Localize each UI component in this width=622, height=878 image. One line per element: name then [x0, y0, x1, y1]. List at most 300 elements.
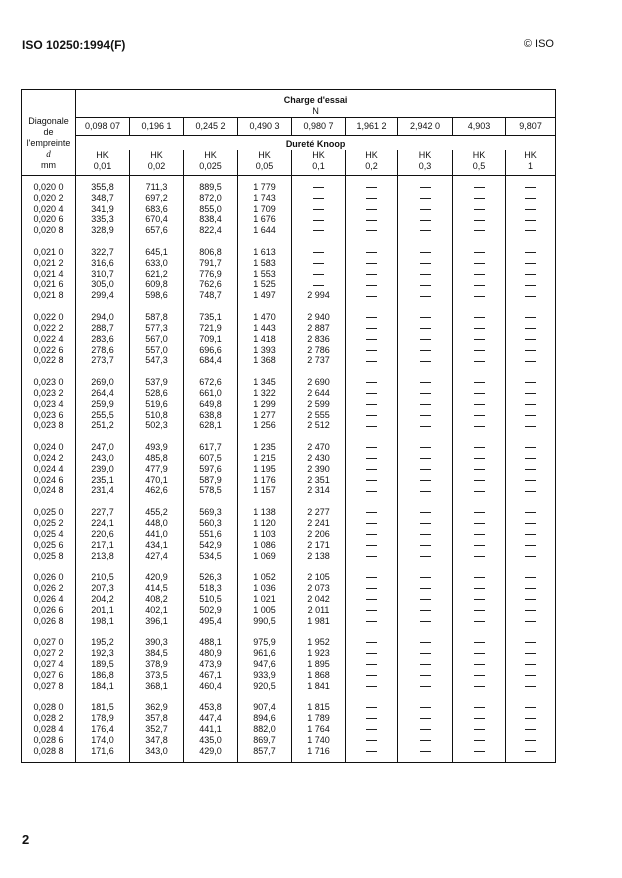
- dash-mark: [525, 187, 536, 188]
- dash-mark: [366, 361, 377, 362]
- hk-grade-value: 0,02: [147, 160, 166, 171]
- dash-mark: [366, 404, 377, 405]
- hardness-value: 1 443: [238, 323, 292, 334]
- no-value-cell: [506, 334, 556, 345]
- dash-mark: [420, 610, 431, 611]
- no-value-cell: [453, 279, 506, 290]
- hardness-value: 1 952: [292, 637, 346, 648]
- dash-mark: [525, 621, 536, 622]
- hardness-value: 447,4: [184, 713, 238, 724]
- dash-mark: [420, 198, 431, 199]
- load-value-cell: 0,098 07: [76, 117, 130, 135]
- diagonal-value: 0,027 6: [22, 670, 76, 681]
- dash-mark: [420, 382, 431, 383]
- spacer-cell: [453, 301, 506, 312]
- dash-mark: [525, 458, 536, 459]
- hardness-value: 2 105: [292, 572, 346, 583]
- spacer-cell: [76, 691, 130, 702]
- no-value-cell: [346, 334, 398, 345]
- diagonal-value: 0,023 2: [22, 388, 76, 399]
- no-value-cell: [453, 399, 506, 410]
- no-value-cell: [506, 551, 556, 562]
- document-code: ISO 10250:1994(F): [22, 38, 126, 52]
- hardness-title: Dureté Knoop: [285, 138, 346, 149]
- no-value-cell: [346, 345, 398, 356]
- load-unit: N: [312, 105, 319, 116]
- spacer-cell: [22, 366, 76, 377]
- spacer-cell: [506, 496, 556, 507]
- dash-mark: [366, 209, 377, 210]
- hardness-value: 390,3: [130, 637, 184, 648]
- no-value-cell: [398, 399, 453, 410]
- dash-mark: [525, 599, 536, 600]
- dash-mark: [366, 415, 377, 416]
- hardness-value: 1 299: [238, 399, 292, 410]
- no-value-cell: [506, 572, 556, 583]
- load-value-cell: 4,903: [453, 117, 506, 135]
- hardness-value: 207,3: [76, 583, 130, 594]
- spacer-cell: [76, 431, 130, 442]
- spacer-cell: [506, 561, 556, 572]
- dash-mark: [420, 523, 431, 524]
- spacer-cell: [453, 236, 506, 247]
- hardness-value: 435,0: [184, 735, 238, 746]
- hardness-value: 672,6: [184, 377, 238, 388]
- hardness-value: 1 176: [238, 475, 292, 486]
- table-row: [22, 269, 556, 280]
- hardness-value: 1 120: [238, 518, 292, 529]
- hardness-value: 1 497: [238, 290, 292, 301]
- spacer-cell: [292, 496, 346, 507]
- hardness-value: 1 157: [238, 485, 292, 496]
- spacer-cell: [130, 236, 184, 247]
- no-value-cell: [453, 193, 506, 204]
- hardness-value: 347,8: [130, 735, 184, 746]
- dash-mark: [366, 252, 377, 253]
- spacer-cell: [22, 431, 76, 442]
- no-value-cell: [398, 583, 453, 594]
- spacer-cell: [346, 236, 398, 247]
- hardness-value: 502,9: [184, 605, 238, 616]
- no-value-cell: [346, 702, 398, 713]
- dash-mark: [525, 512, 536, 513]
- no-value-cell: [453, 388, 506, 399]
- hk-label: HK: [524, 149, 537, 160]
- dash-mark: [474, 686, 485, 687]
- no-value-cell: [453, 485, 506, 496]
- hardness-value: 227,7: [76, 507, 130, 518]
- dash-mark: [313, 209, 324, 210]
- hardness-value: 2 555: [292, 410, 346, 421]
- dash-mark: [366, 220, 377, 221]
- table-row: [22, 464, 556, 475]
- diagonal-value: 0,024 0: [22, 442, 76, 453]
- spacer-cell: [398, 236, 453, 247]
- dash-mark: [525, 415, 536, 416]
- load-value-cell: 9,807: [506, 117, 556, 135]
- dash-mark: [474, 361, 485, 362]
- dash-mark: [525, 480, 536, 481]
- no-value-cell: [398, 442, 453, 453]
- no-value-cell: [398, 681, 453, 692]
- hardness-value: 696,6: [184, 345, 238, 356]
- hardness-value: 470,1: [130, 475, 184, 486]
- dash-mark: [525, 642, 536, 643]
- hardness-value: 2 171: [292, 540, 346, 551]
- diagonal-value: 0,026 6: [22, 605, 76, 616]
- spacer-cell: [292, 431, 346, 442]
- diagonal-value: 0,025 8: [22, 551, 76, 562]
- no-value-cell: [398, 214, 453, 225]
- dash-mark: [366, 577, 377, 578]
- no-value-cell: [506, 681, 556, 692]
- hardness-value: 1 470: [238, 312, 292, 323]
- no-value-cell: [346, 453, 398, 464]
- no-value-cell: [292, 269, 346, 280]
- dash-mark: [420, 285, 431, 286]
- no-value-cell: [506, 355, 556, 366]
- spacer-cell: [292, 691, 346, 702]
- hardness-value: 1 036: [238, 583, 292, 594]
- dash-mark: [313, 274, 324, 275]
- no-value-cell: [292, 214, 346, 225]
- no-value-cell: [292, 193, 346, 204]
- no-value-cell: [346, 746, 398, 757]
- no-value-cell: [398, 507, 453, 518]
- dash-mark: [366, 675, 377, 676]
- diagonal-symbol: d: [46, 148, 51, 159]
- hk-grade-value: 0,3: [418, 160, 432, 171]
- hardness-value: 441,0: [130, 529, 184, 540]
- dash-mark: [474, 491, 485, 492]
- spacer-cell: [506, 626, 556, 637]
- dash-mark: [420, 588, 431, 589]
- hardness-value: 2 737: [292, 355, 346, 366]
- hardness-value: 661,0: [184, 388, 238, 399]
- no-value-cell: [398, 518, 453, 529]
- hardness-value: 670,4: [130, 214, 184, 225]
- hardness-value: 1 841: [292, 681, 346, 692]
- dash-mark: [525, 198, 536, 199]
- table-row: [22, 399, 556, 410]
- diagonal-value: 0,024 4: [22, 464, 76, 475]
- hardness-value: 855,0: [184, 204, 238, 215]
- no-value-cell: [453, 551, 506, 562]
- dash-mark: [474, 664, 485, 665]
- dash-mark: [474, 729, 485, 730]
- no-value-cell: [453, 616, 506, 627]
- hardness-value: 355,8: [76, 182, 130, 193]
- dash-mark: [525, 252, 536, 253]
- no-value-cell: [346, 670, 398, 681]
- dash-mark: [313, 230, 324, 231]
- hardness-value: 192,3: [76, 648, 130, 659]
- no-value-cell: [398, 345, 453, 356]
- hardness-value: 239,0: [76, 464, 130, 475]
- no-value-cell: [453, 355, 506, 366]
- dash-mark: [474, 415, 485, 416]
- table-row: [22, 388, 556, 399]
- dash-mark: [420, 458, 431, 459]
- hardness-value: 2 011: [292, 605, 346, 616]
- diagonal-value: 0,025 4: [22, 529, 76, 540]
- dash-mark: [366, 664, 377, 665]
- no-value-cell: [398, 258, 453, 269]
- spacer-cell: [238, 691, 292, 702]
- spacer-cell: [346, 561, 398, 572]
- no-value-cell: [346, 193, 398, 204]
- hardness-value: 493,9: [130, 442, 184, 453]
- spacer-cell: [238, 366, 292, 377]
- hardness-value: 420,9: [130, 572, 184, 583]
- no-value-cell: [398, 648, 453, 659]
- spacer-cell: [22, 236, 76, 247]
- hardness-value: 518,3: [184, 583, 238, 594]
- no-value-cell: [453, 258, 506, 269]
- dash-mark: [525, 729, 536, 730]
- dash-mark: [366, 382, 377, 383]
- table-row: [22, 572, 556, 583]
- group-spacer-row: [22, 496, 556, 507]
- dash-mark: [474, 621, 485, 622]
- dash-mark: [366, 393, 377, 394]
- no-value-cell: [398, 355, 453, 366]
- table-row: [22, 214, 556, 225]
- dash-mark: [313, 198, 324, 199]
- dash-mark: [420, 675, 431, 676]
- spacer-cell: [130, 496, 184, 507]
- hardness-value: 396,1: [130, 616, 184, 627]
- no-value-cell: [346, 399, 398, 410]
- diagonal-value: 0,022 4: [22, 334, 76, 345]
- dash-mark: [420, 512, 431, 513]
- table-row: [22, 323, 556, 334]
- hardness-value: 485,8: [130, 453, 184, 464]
- hardness-value: 869,7: [238, 735, 292, 746]
- hk-label: HK: [150, 149, 163, 160]
- hardness-value: 1 235: [238, 442, 292, 453]
- dash-mark: [366, 469, 377, 470]
- spacer-cell: [398, 691, 453, 702]
- hardness-value: 243,0: [76, 453, 130, 464]
- hk-label: HK: [204, 149, 217, 160]
- hardness-value: 597,6: [184, 464, 238, 475]
- hardness-value: 711,3: [130, 182, 184, 193]
- hardness-value: 299,4: [76, 290, 130, 301]
- spacer-cell: [184, 431, 238, 442]
- no-value-cell: [506, 507, 556, 518]
- hardness-value: 352,7: [130, 724, 184, 735]
- no-value-cell: [398, 637, 453, 648]
- no-value-cell: [346, 540, 398, 551]
- no-value-cell: [453, 334, 506, 345]
- dash-mark: [525, 707, 536, 708]
- no-value-cell: [346, 616, 398, 627]
- table-row: [22, 485, 556, 496]
- no-value-cell: [346, 724, 398, 735]
- hardness-value: 235,1: [76, 475, 130, 486]
- hardness-value: 791,7: [184, 258, 238, 269]
- dash-mark: [474, 317, 485, 318]
- dash-mark: [420, 642, 431, 643]
- table-row: [22, 507, 556, 518]
- dash-mark: [366, 686, 377, 687]
- dash-mark: [420, 274, 431, 275]
- hk-grade-row: [22, 150, 556, 176]
- spacer-cell: [398, 431, 453, 442]
- diagonal-label-line: l'empreinte: [26, 137, 71, 148]
- group-spacer-row: [22, 236, 556, 247]
- no-value-cell: [506, 724, 556, 735]
- no-value-cell: [398, 670, 453, 681]
- diagonal-label-line: de: [43, 126, 54, 137]
- hardness-value: 889,5: [184, 182, 238, 193]
- hardness-value: 975,9: [238, 637, 292, 648]
- no-value-cell: [346, 735, 398, 746]
- hardness-value: 2 351: [292, 475, 346, 486]
- hardness-value: 247,0: [76, 442, 130, 453]
- dash-mark: [366, 198, 377, 199]
- hardness-value: 1 195: [238, 464, 292, 475]
- diagonal-value: 0,028 2: [22, 713, 76, 724]
- no-value-cell: [506, 453, 556, 464]
- hardness-value: 1 583: [238, 258, 292, 269]
- no-value-cell: [453, 225, 506, 236]
- hk-grade-value: 0,2: [365, 160, 378, 171]
- dash-mark: [366, 480, 377, 481]
- no-value-cell: [292, 247, 346, 258]
- hardness-value: 384,5: [130, 648, 184, 659]
- load-value-cell: 0,245 2: [184, 117, 238, 135]
- group-spacer-row: [22, 431, 556, 442]
- no-value-cell: [506, 247, 556, 258]
- hardness-value: 838,4: [184, 214, 238, 225]
- no-value-cell: [506, 637, 556, 648]
- dash-mark: [366, 751, 377, 752]
- no-value-cell: [346, 312, 398, 323]
- no-value-cell: [506, 279, 556, 290]
- spacer-cell: [238, 431, 292, 442]
- no-value-cell: [506, 475, 556, 486]
- dash-mark: [525, 675, 536, 676]
- spacer-cell: [238, 757, 292, 763]
- hardness-value: 2 836: [292, 334, 346, 345]
- table-row: [22, 735, 556, 746]
- dash-mark: [474, 393, 485, 394]
- table-row: [22, 377, 556, 388]
- hardness-value: 1 103: [238, 529, 292, 540]
- dash-mark: [366, 350, 377, 351]
- dash-mark: [366, 491, 377, 492]
- dash-mark: [366, 339, 377, 340]
- hardness-value: 1 525: [238, 279, 292, 290]
- hardness-value: 495,4: [184, 616, 238, 627]
- no-value-cell: [346, 637, 398, 648]
- dash-mark: [525, 556, 536, 557]
- dash-mark: [366, 274, 377, 275]
- no-value-cell: [453, 420, 506, 431]
- no-value-cell: [398, 204, 453, 215]
- no-value-cell: [398, 247, 453, 258]
- no-value-cell: [346, 204, 398, 215]
- dash-mark: [420, 426, 431, 427]
- dash-mark: [420, 545, 431, 546]
- hardness-value: 201,1: [76, 605, 130, 616]
- no-value-cell: [346, 659, 398, 670]
- table-row: [22, 290, 556, 301]
- hardness-value: 2 430: [292, 453, 346, 464]
- dash-mark: [420, 751, 431, 752]
- dash-mark: [420, 621, 431, 622]
- no-value-cell: [346, 290, 398, 301]
- dash-mark: [366, 610, 377, 611]
- spacer-cell: [506, 691, 556, 702]
- diagonal-value: 0,020 2: [22, 193, 76, 204]
- hardness-value: 2 138: [292, 551, 346, 562]
- no-value-cell: [346, 279, 398, 290]
- dash-mark: [525, 447, 536, 448]
- dash-mark: [474, 642, 485, 643]
- no-value-cell: [453, 182, 506, 193]
- dash-mark: [474, 382, 485, 383]
- spacer-cell: [398, 757, 453, 763]
- no-value-cell: [453, 594, 506, 605]
- dash-mark: [366, 718, 377, 719]
- no-value-cell: [346, 551, 398, 562]
- no-value-cell: [346, 214, 398, 225]
- no-value-cell: [453, 312, 506, 323]
- no-value-cell: [506, 214, 556, 225]
- dash-mark: [366, 512, 377, 513]
- hk-grade-cell: [130, 150, 184, 176]
- no-value-cell: [506, 193, 556, 204]
- hardness-value: 195,2: [76, 637, 130, 648]
- no-value-cell: [398, 724, 453, 735]
- no-value-cell: [292, 258, 346, 269]
- load-title-cell: [76, 90, 556, 118]
- hardness-value: 480,9: [184, 648, 238, 659]
- hardness-value: 217,1: [76, 540, 130, 551]
- diagonal-value: 0,026 8: [22, 616, 76, 627]
- hardness-value: 537,9: [130, 377, 184, 388]
- hardness-value: 1 418: [238, 334, 292, 345]
- diagonal-value: 0,020 6: [22, 214, 76, 225]
- hardness-value: 1 086: [238, 540, 292, 551]
- no-value-cell: [398, 182, 453, 193]
- group-spacer-row: [22, 561, 556, 572]
- no-value-cell: [346, 269, 398, 280]
- hardness-value: 251,2: [76, 420, 130, 431]
- dash-mark: [366, 426, 377, 427]
- load-value-cell: 2,942 0: [398, 117, 453, 135]
- hardness-value: 1 277: [238, 410, 292, 421]
- spacer-cell: [130, 366, 184, 377]
- dash-mark: [366, 740, 377, 741]
- dash-mark: [474, 274, 485, 275]
- spacer-cell: [76, 236, 130, 247]
- spacer-cell: [346, 366, 398, 377]
- hardness-value: 510,8: [130, 410, 184, 421]
- hardness-value: 1 815: [292, 702, 346, 713]
- spacer-cell: [22, 691, 76, 702]
- group-spacer-row: [22, 757, 556, 763]
- spacer-cell: [130, 301, 184, 312]
- table-row: [22, 279, 556, 290]
- table-row: [22, 648, 556, 659]
- no-value-cell: [453, 214, 506, 225]
- hk-grade-cell: [506, 150, 556, 176]
- no-value-cell: [453, 746, 506, 757]
